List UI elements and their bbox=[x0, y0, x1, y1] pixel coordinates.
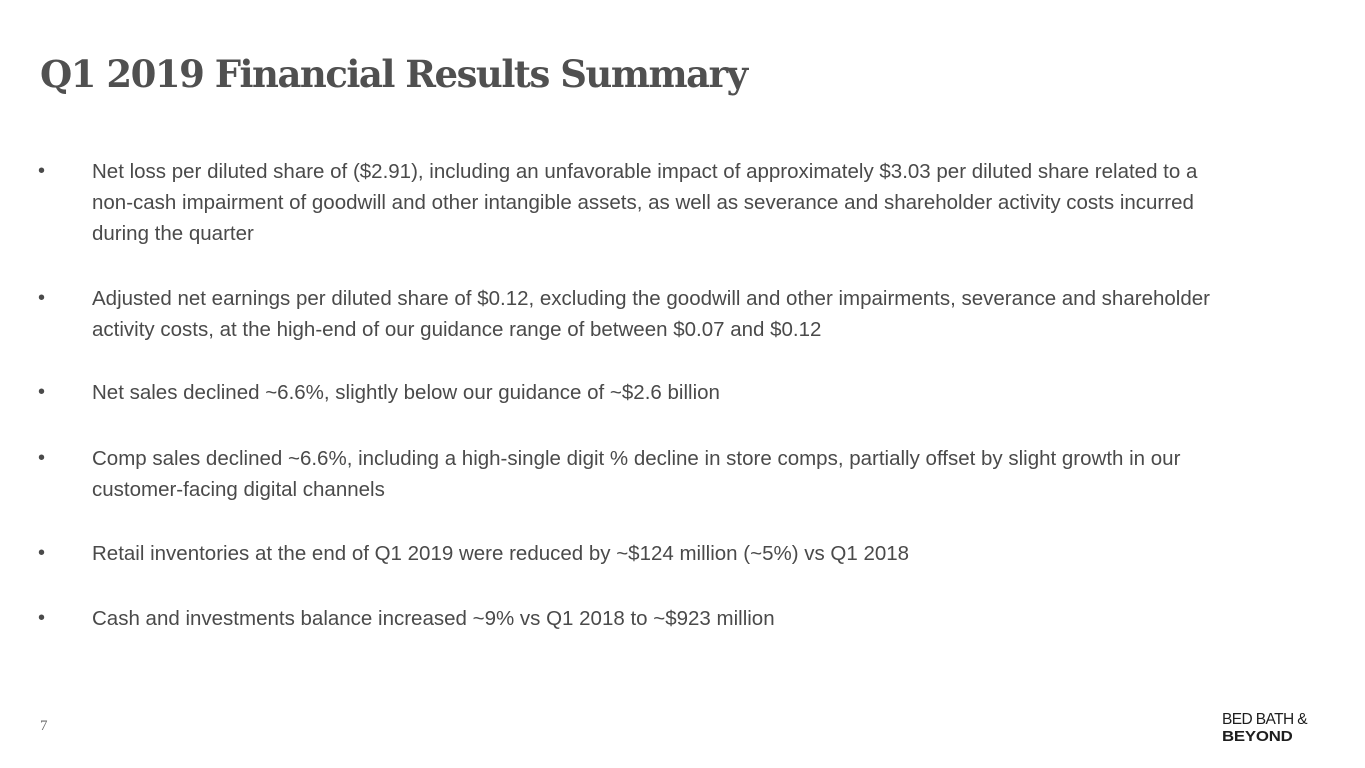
bullet-item bbox=[38, 603, 1258, 634]
bullet-item bbox=[38, 283, 1258, 345]
bullet-item bbox=[38, 443, 1258, 505]
bullet-dot-icon: • bbox=[38, 447, 46, 469]
bullet-item bbox=[38, 538, 1258, 569]
bullet-dot-icon: • bbox=[38, 287, 46, 309]
logo-line-bottom: BEYOND bbox=[1222, 728, 1293, 745]
bullet-item bbox=[38, 156, 1258, 249]
slide-title: Q1 2019 Financial Results Summary bbox=[40, 52, 747, 96]
bullet-item bbox=[38, 377, 1258, 408]
bullet-text: Adjusted net earnings per diluted share of $0.12, excluding the goodwill and other impairments, severance and shareholder activity costs, at the high-end of our guidance range of between $0.07 and $0.12 bbox=[92, 287, 1210, 341]
bullet-dot-icon: • bbox=[38, 542, 46, 564]
bullet-text: Comp sales declined ~6.6%, including a high-single digit % decline in store comps, partially offset by slight growth in our customer-facing digital channels bbox=[92, 447, 1181, 501]
logo-line-top: BED BATH & bbox=[1222, 711, 1308, 728]
bullet-dot-icon: • bbox=[38, 381, 46, 403]
bullet-text: Retail inventories at the end of Q1 2019 were reduced by ~$124 million (~5%) vs Q1 2018 bbox=[92, 542, 910, 565]
bullet-text: Net loss per diluted share of ($2.91), including an unfavorable impact of approximately $3.03 per diluted share related to a non-cash impairment of goodwill and other intangible assets, as well as severance and shareholder activity costs incurred during the quarter bbox=[92, 160, 1198, 245]
bullet-text: Net sales declined ~6.6%, slightly below our guidance of ~$2.6 billion bbox=[92, 381, 720, 404]
page-number: 7 bbox=[40, 718, 48, 734]
bullet-dot-icon: • bbox=[38, 607, 46, 629]
bullet-text: Cash and investments balance increased ~9% vs Q1 2018 to ~$923 million bbox=[92, 607, 775, 630]
brand-logo bbox=[1222, 711, 1328, 747]
bullet-dot-icon: • bbox=[38, 160, 46, 182]
